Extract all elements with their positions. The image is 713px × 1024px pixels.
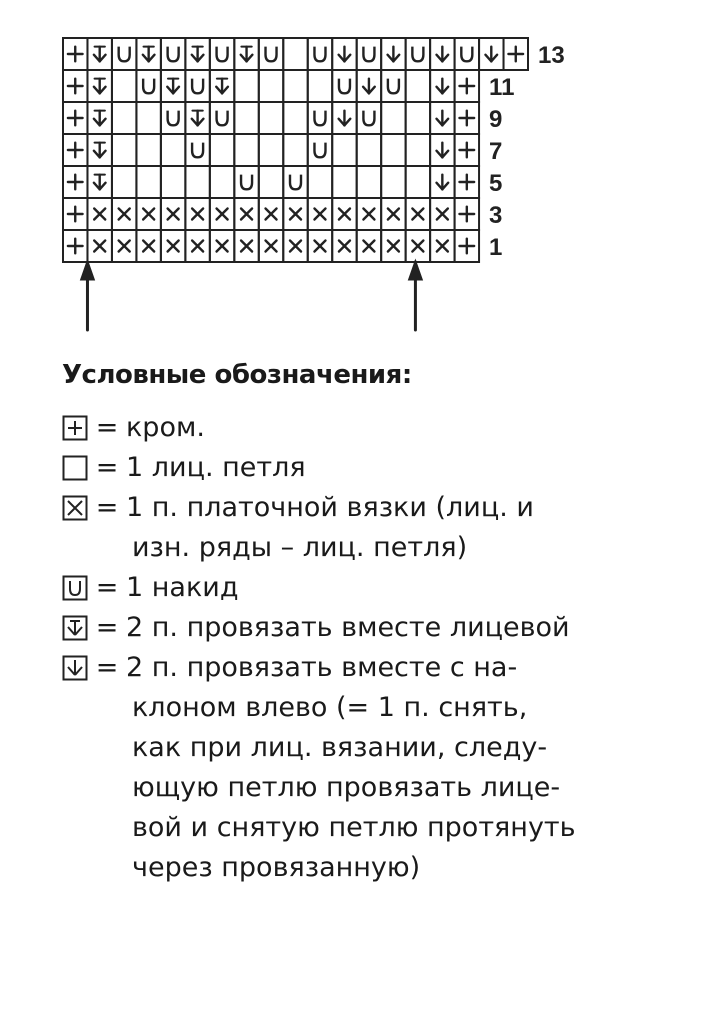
chart-cell-garter-stitch	[136, 230, 160, 262]
chart-cell-edge-stitch	[63, 70, 87, 102]
chart-cell-edge-stitch	[504, 38, 528, 70]
left-arrow-icon	[80, 260, 94, 330]
yarn-over-icon	[62, 575, 88, 601]
chart-cell-knit-stitch	[112, 134, 136, 166]
chart-cell-knit-stitch	[332, 134, 356, 166]
chart-cell-garter-stitch	[161, 198, 185, 230]
chart-cell-garter-stitch	[210, 230, 234, 262]
legend-equals: =	[95, 572, 119, 603]
legend-equals: =	[95, 452, 119, 483]
chart-cell-knit-stitch	[234, 70, 258, 102]
chart-cell-k2tog	[185, 102, 209, 134]
knitting-chart	[0, 0, 713, 340]
chart-cell-ssk	[430, 166, 454, 198]
chart-cell-garter-stitch	[308, 198, 332, 230]
chart-cell-knit-stitch	[259, 166, 283, 198]
chart-cell-knit-stitch	[283, 38, 307, 70]
legend-equals: =	[95, 412, 119, 443]
chart-cell-yarn-over	[357, 38, 381, 70]
chart-cell-edge-stitch	[63, 38, 87, 70]
chart-cell-knit-stitch	[112, 102, 136, 134]
legend-equals: =	[95, 652, 119, 683]
chart-cell-k2tog	[161, 70, 185, 102]
chart-cell-edge-stitch	[63, 198, 87, 230]
chart-cell-k2tog	[234, 38, 258, 70]
chart-cell-knit-stitch	[234, 134, 258, 166]
row-number: 7	[489, 138, 503, 165]
legend-text-continued: через провязанную)	[132, 852, 421, 883]
chart-cell-edge-stitch	[455, 70, 479, 102]
chart-cell-garter-stitch	[161, 230, 185, 262]
chart-cell-garter-stitch	[357, 198, 381, 230]
row-number: 1	[489, 234, 503, 261]
chart-cell-edge-stitch	[455, 102, 479, 134]
garter-stitch-icon	[62, 495, 88, 521]
chart-cell-knit-stitch	[161, 166, 185, 198]
chart-cell-knit-stitch	[357, 166, 381, 198]
legend-item-edge	[62, 408, 702, 448]
chart-cell-knit-stitch	[283, 134, 307, 166]
chart-cell-garter-stitch	[430, 230, 454, 262]
chart-cell-knit-stitch	[283, 70, 307, 102]
chart-cell-knit-stitch	[381, 134, 405, 166]
chart-cell-knit-stitch	[259, 70, 283, 102]
legend-equals: =	[95, 492, 119, 523]
chart-cell-yarn-over	[259, 38, 283, 70]
chart-cell-garter-stitch	[259, 198, 283, 230]
chart-cell-knit-stitch	[234, 102, 258, 134]
legend-text: 2 п. провязать вместе с на-	[126, 652, 518, 683]
chart-cell-knit-stitch	[308, 166, 332, 198]
chart-cell-garter-stitch	[381, 198, 405, 230]
chart-cell-knit-stitch	[210, 166, 234, 198]
chart-cell-yarn-over	[136, 70, 160, 102]
chart-cell-edge-stitch	[455, 166, 479, 198]
chart-cell-yarn-over	[112, 38, 136, 70]
chart-cell-garter-stitch	[308, 230, 332, 262]
legend	[62, 408, 702, 888]
chart-cell-ssk	[479, 38, 503, 70]
chart-cell-garter-stitch	[406, 198, 430, 230]
chart-cell-yarn-over	[161, 38, 185, 70]
chart-cell-knit-stitch	[136, 166, 160, 198]
chart-cell-garter-stitch	[357, 230, 381, 262]
row-number: 5	[489, 170, 503, 197]
legend-item-knit	[62, 448, 702, 488]
legend-text: 2 п. провязать вместе лицевой	[126, 612, 570, 643]
chart-cell-k2tog	[185, 38, 209, 70]
chart-cell-edge-stitch	[455, 230, 479, 262]
edge-stitch-icon	[62, 415, 88, 441]
legend-title: Условные обозначения:	[62, 360, 412, 390]
chart-cell-yarn-over	[406, 38, 430, 70]
legend-text: 1 лиц. петля	[126, 452, 306, 483]
chart-cell-garter-stitch	[430, 198, 454, 230]
chart-cell-knit-stitch	[381, 166, 405, 198]
chart-cell-knit-stitch	[406, 102, 430, 134]
chart-cell-ssk	[332, 102, 356, 134]
legend-text-continued: ющую петлю провязать лице-	[132, 772, 561, 803]
chart-cell-yarn-over	[210, 102, 234, 134]
chart-cell-knit-stitch	[283, 102, 307, 134]
legend-text-continued: клоном влево (= 1 п. снять,	[132, 692, 528, 723]
chart-cell-edge-stitch	[455, 198, 479, 230]
chart-cell-knit-stitch	[381, 102, 405, 134]
row-number: 9	[489, 106, 503, 133]
chart-cell-ssk	[430, 102, 454, 134]
chart-cell-knit-stitch	[112, 70, 136, 102]
chart-cell-garter-stitch	[136, 198, 160, 230]
chart-cell-garter-stitch	[234, 230, 258, 262]
row-number: 13	[538, 42, 565, 69]
knit-stitch-icon	[62, 455, 88, 481]
chart-cell-knit-stitch	[161, 134, 185, 166]
chart-cell-garter-stitch	[381, 230, 405, 262]
right-arrow-icon	[408, 260, 422, 330]
chart-cell-k2tog	[87, 166, 111, 198]
chart-cell-k2tog	[87, 38, 111, 70]
chart-cell-yarn-over	[308, 38, 332, 70]
chart-cell-knit-stitch	[332, 166, 356, 198]
chart-cell-garter-stitch	[406, 230, 430, 262]
chart-cell-knit-stitch	[259, 134, 283, 166]
chart-cell-edge-stitch	[455, 134, 479, 166]
chart-cell-yarn-over	[381, 70, 405, 102]
legend-item-yarn-over	[62, 568, 702, 608]
legend-text: 1 накид	[126, 572, 239, 603]
chart-cell-edge-stitch	[63, 230, 87, 262]
chart-cell-knit-stitch	[136, 134, 160, 166]
chart-cell-ssk	[332, 38, 356, 70]
legend-item-ssk	[62, 648, 702, 688]
chart-cell-k2tog	[87, 134, 111, 166]
chart-cell-knit-stitch	[406, 166, 430, 198]
chart-cell-garter-stitch	[332, 230, 356, 262]
chart-cell-garter-stitch	[210, 198, 234, 230]
legend-text: кром.	[126, 412, 205, 443]
chart-cell-garter-stitch	[283, 198, 307, 230]
chart-cell-ssk	[430, 134, 454, 166]
row-number: 3	[489, 202, 503, 229]
chart-cell-ssk	[381, 38, 405, 70]
chart-cell-ssk	[430, 38, 454, 70]
chart-cell-knit-stitch	[406, 134, 430, 166]
chart-cell-k2tog	[87, 70, 111, 102]
legend-text-continued: как при лиц. вязании, следу-	[132, 732, 548, 763]
chart-cell-k2tog	[210, 70, 234, 102]
chart-cell-knit-stitch	[406, 70, 430, 102]
chart-cell-knit-stitch	[357, 134, 381, 166]
chart-cell-knit-stitch	[185, 166, 209, 198]
chart-cell-garter-stitch	[283, 230, 307, 262]
chart-cell-yarn-over	[283, 166, 307, 198]
legend-text: 1 п. платочной вязки (лиц. и	[126, 492, 534, 523]
chart-cell-k2tog	[136, 38, 160, 70]
chart-cell-edge-stitch	[63, 102, 87, 134]
chart-cell-edge-stitch	[63, 166, 87, 198]
chart-cell-yarn-over	[332, 70, 356, 102]
chart-cell-ssk	[357, 70, 381, 102]
chart-cell-knit-stitch	[136, 102, 160, 134]
chart-cell-garter-stitch	[332, 198, 356, 230]
chart-cell-garter-stitch	[87, 198, 111, 230]
chart-cell-yarn-over	[161, 102, 185, 134]
chart-cell-garter-stitch	[234, 198, 258, 230]
chart-cell-garter-stitch	[185, 230, 209, 262]
legend-text-continued: вой и снятую петлю протянуть	[132, 812, 576, 843]
chart-cell-yarn-over	[185, 134, 209, 166]
chart-cell-yarn-over	[455, 38, 479, 70]
ssk-icon	[62, 655, 88, 681]
chart-cell-yarn-over	[210, 38, 234, 70]
legend-item-garter	[62, 488, 702, 528]
chart-cell-k2tog	[87, 102, 111, 134]
chart-cell-yarn-over	[308, 134, 332, 166]
legend-equals: =	[95, 612, 119, 643]
chart-cell-garter-stitch	[112, 198, 136, 230]
chart-cell-knit-stitch	[210, 134, 234, 166]
chart-cell-edge-stitch	[63, 134, 87, 166]
chart-cell-garter-stitch	[87, 230, 111, 262]
chart-cell-yarn-over	[357, 102, 381, 134]
chart-cell-knit-stitch	[259, 102, 283, 134]
legend-text-continued: изн. ряды – лиц. петля)	[132, 532, 468, 563]
chart-cell-garter-stitch	[185, 198, 209, 230]
chart-cell-knit-stitch	[308, 70, 332, 102]
chart-cell-ssk	[430, 70, 454, 102]
chart-cell-yarn-over	[234, 166, 258, 198]
k2tog-icon	[62, 615, 88, 641]
row-number: 11	[489, 74, 515, 101]
chart-cell-garter-stitch	[112, 230, 136, 262]
chart-cell-knit-stitch	[112, 166, 136, 198]
legend-item-k2tog	[62, 608, 702, 648]
chart-cell-yarn-over	[308, 102, 332, 134]
chart-cell-yarn-over	[185, 70, 209, 102]
chart-cell-garter-stitch	[259, 230, 283, 262]
